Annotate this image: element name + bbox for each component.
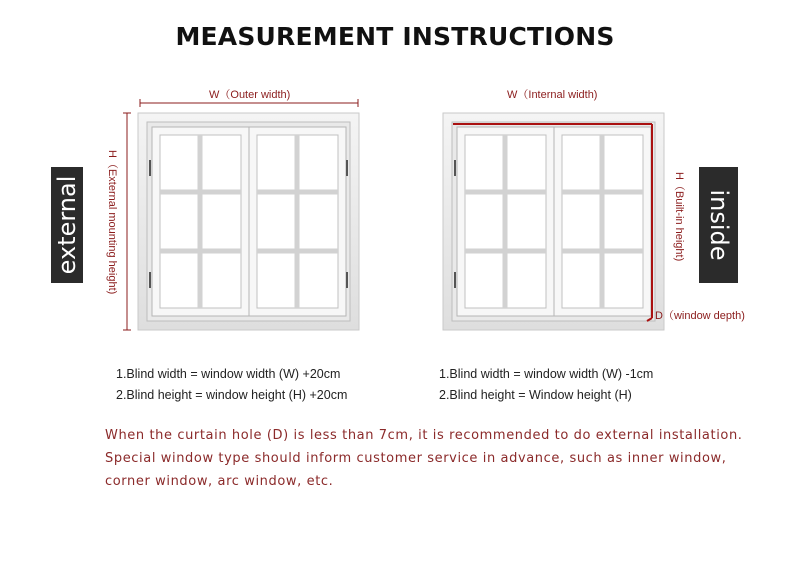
external-formula-height: 2.Blind height = window height (H) +20cm (116, 388, 348, 402)
external-formula-width: 1.Blind width = window width (W) +20cm (116, 367, 341, 381)
note-line-3: corner window, arc window, etc. (105, 474, 334, 489)
inside-depth-label: D（window depth) (655, 310, 745, 322)
external-width-label: W（Outer width) (209, 89, 291, 101)
inside-formula-height: 2.Blind height = Window height (H) (439, 388, 632, 402)
external-height-label: H（External mounting height) (106, 150, 118, 295)
inside-height-label: H（Built-in height) (673, 172, 685, 262)
note-line-1: When the curtain hole (D) is less than 7cm, it is recommended to do external installation. (105, 428, 743, 443)
page-title: MEASUREMENT INSTRUCTIONS (175, 22, 615, 51)
external-window (138, 113, 359, 330)
inside-formula-width: 1.Blind width = window width (W) -1cm (439, 367, 654, 381)
external-tag-text: external (53, 175, 81, 275)
inside-tag-text: inside (704, 189, 733, 261)
external-height-dimension (123, 113, 131, 330)
inside-window (443, 113, 664, 330)
inside-width-label: W（Internal width) (507, 89, 598, 101)
external-tag (51, 167, 83, 283)
note-line-2: Special window type should inform customer service in advance, such as inner window, (105, 451, 727, 466)
inside-tag (699, 167, 738, 283)
